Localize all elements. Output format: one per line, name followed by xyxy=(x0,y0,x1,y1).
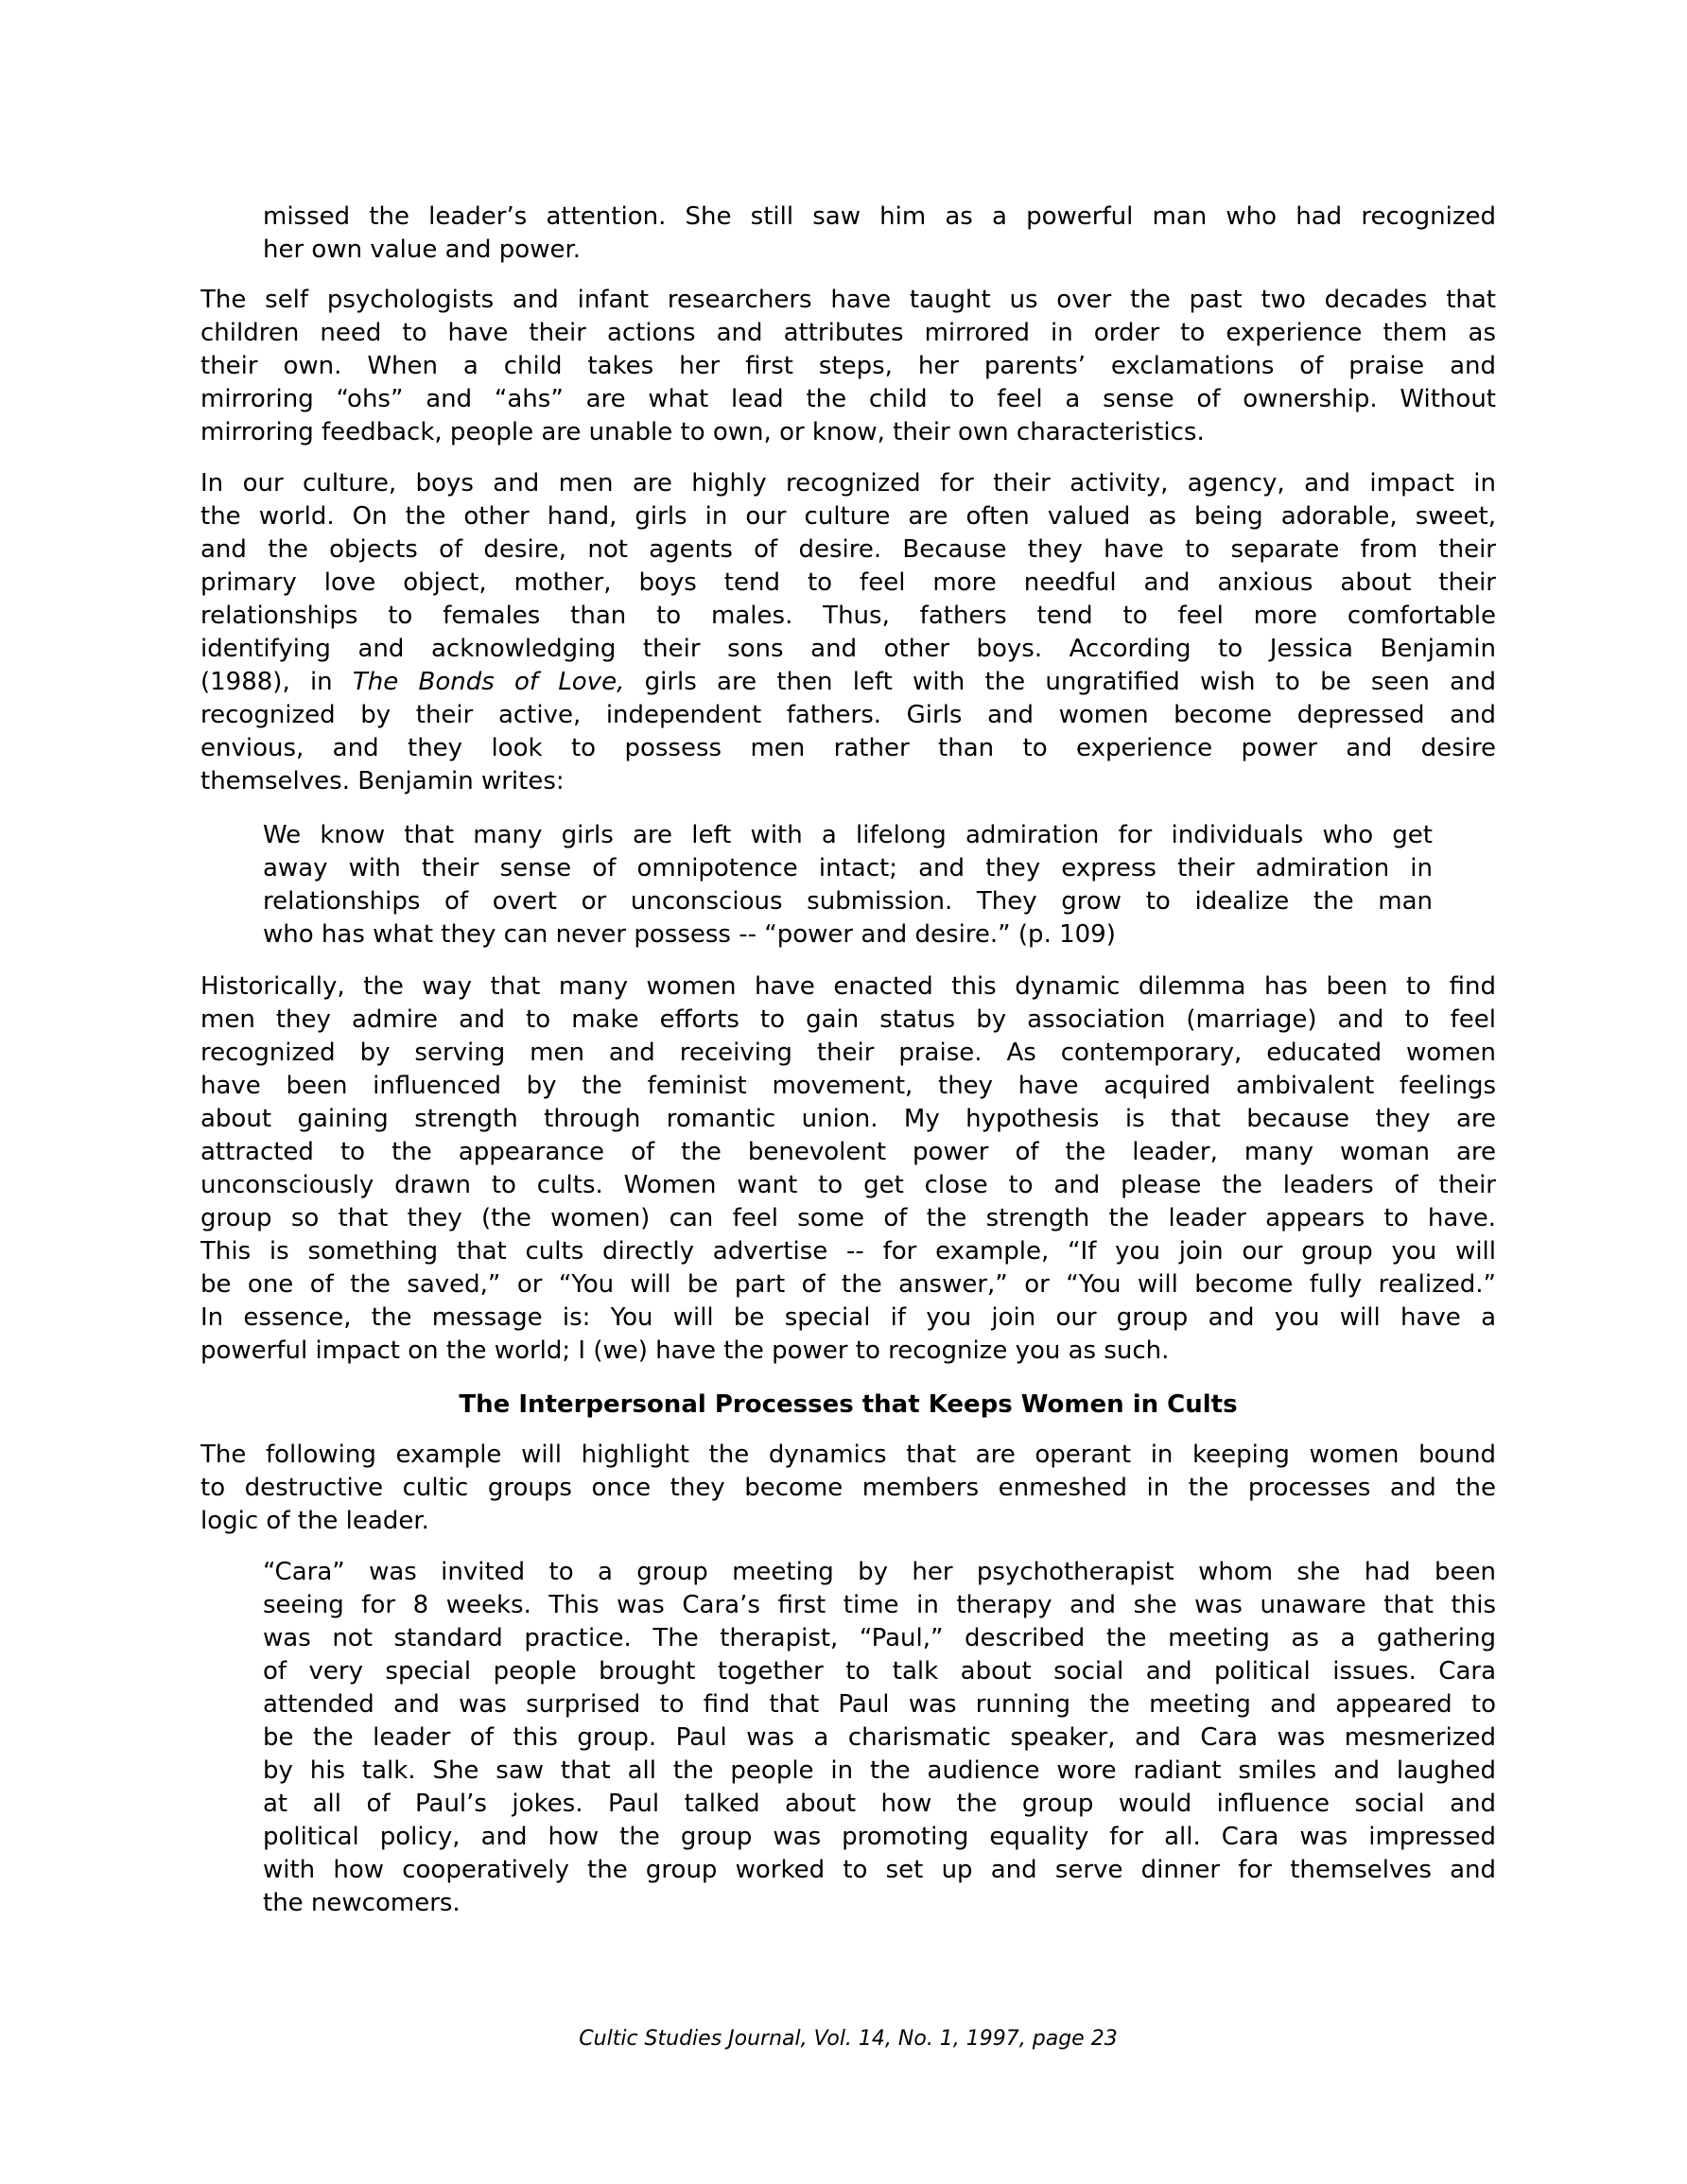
text-line: be one of the saved,” or “You will be part of the answer,” or “You will become fully realized.” xyxy=(200,1270,1496,1299)
text-line: children need to have their actions and attributes mirrored in order to experience them as xyxy=(200,319,1496,347)
text-line: their own. When a child takes her first steps, her parents’ exclamations of praise and xyxy=(200,352,1496,380)
text-line: seeing for 8 weeks. This was Cara’s first time in therapy and she was unaware that this xyxy=(263,1591,1496,1619)
text-line: missed the leader’s attention. She still saw him as a powerful man who had recognized xyxy=(263,202,1496,231)
text-line: with how cooperatively the group worked to set up and serve dinner for themselves and xyxy=(263,1856,1496,1884)
text-line: recognized by serving men and receiving their praise. As contemporary, educated women xyxy=(200,1039,1496,1067)
text-line: by his talk. She saw that all the people in the audience wore radiant smiles and laughed xyxy=(263,1756,1496,1785)
text-line: to destructive cultic groups once they become members enmeshed in the processes and the xyxy=(200,1474,1496,1502)
text-line: away with their sense of omnipotence intact; and they express their admiration in xyxy=(263,854,1433,882)
text-line: and the objects of desire, not agents of desire. Because they have to separate from their xyxy=(200,535,1496,564)
text-line xyxy=(200,666,1496,699)
text-line: have been influenced by the feminist movement, they have acquired ambivalent feelings xyxy=(200,1072,1496,1100)
text-line: the newcomers. xyxy=(263,1889,461,1917)
text-line: recognized by their active, independent fathers. Girls and women become depressed and xyxy=(200,701,1496,729)
text-line: the world. On the other hand, girls in our culture are often valued as being adorable, sweet, xyxy=(200,502,1496,531)
text-line: was not standard practice. The therapist, “Paul,” described the meeting as a gathering xyxy=(263,1624,1496,1652)
quote-continuation xyxy=(263,201,1496,267)
text-line: mirroring “ohs” and “ahs” are what lead the child to feel a sense of ownership. Without xyxy=(200,385,1496,413)
text-line: of very special people brought together to talk about social and political issues. Cara xyxy=(263,1657,1496,1686)
text-line: men they admire and to make efforts to gain status by association (marriage) and to feel xyxy=(200,1005,1496,1034)
text-segment: girls are then left with the ungratified wish to be seen and xyxy=(624,668,1496,696)
text-line: relationships to females than to males. Thus, fathers tend to feel more comfortable xyxy=(200,602,1496,630)
text-line: The self psychologists and infant researchers have taught us over the past two decades that xyxy=(200,286,1496,314)
block-quote-benjamin xyxy=(263,819,1433,952)
text-line: The Interpersonal Processes that Keeps Women in Cults xyxy=(459,1390,1238,1419)
text-line: political policy, and how the group was promoting equality for all. Cara was impressed xyxy=(263,1823,1496,1851)
text-line: The following example will highlight the dynamics that are operant in keeping women bound xyxy=(200,1441,1496,1469)
text-line: about gaining strength through romantic union. My hypothesis is that because they are xyxy=(200,1105,1496,1133)
text-line: identifying and acknowledging their sons and other boys. According to Jessica Benjamin xyxy=(200,635,1496,663)
text-line: We know that many girls are left with a lifelong admiration for individuals who get xyxy=(263,821,1433,849)
paragraph-historically xyxy=(200,970,1496,1368)
text-line: themselves. Benjamin writes: xyxy=(200,767,565,795)
text-line: unconsciously drawn to cults. Women want to get close to and please the leaders of their xyxy=(200,1171,1496,1199)
text-line: at all of Paul’s jokes. Paul talked about how the group would influence social and xyxy=(263,1790,1496,1818)
text-line: her own value and power. xyxy=(263,236,582,264)
text-line: group so that they (the women) can feel some of the strength the leader appears to have. xyxy=(200,1204,1496,1232)
paragraph-following-example xyxy=(200,1439,1496,1538)
paragraph-mirroring xyxy=(200,284,1496,449)
text-line: Historically, the way that many women have enacted this dynamic dilemma has been to find xyxy=(200,972,1496,1001)
text-line: attended and was surprised to find that Paul was running the meeting and appeared to xyxy=(263,1690,1496,1719)
section-heading xyxy=(200,1389,1496,1422)
text-line: be the leader of this group. Paul was a charismatic speaker, and Cara was mesmerized xyxy=(263,1723,1496,1752)
text-line: powerful impact on the world; I (we) have the power to recognize you as such. xyxy=(200,1337,1170,1365)
case-example-cara xyxy=(263,1556,1496,1920)
page-footer: Cultic Studies Journal, Vol. 14, No. 1, 1997, page 23 xyxy=(579,2027,1118,2051)
text-line: primary love object, mother, boys tend to feel more needful and anxious about their xyxy=(200,568,1496,597)
paragraph-culture xyxy=(200,467,1496,798)
text-line: This is something that cults directly advertise -- for example, “If you join our group you will xyxy=(200,1237,1496,1266)
text-line: In our culture, boys and men are highly recognized for their activity, agency, and impact in xyxy=(200,469,1496,498)
text-segment: (1988), in xyxy=(200,668,353,696)
text-line: “Cara” was invited to a group meeting by her psychotherapist whom she had been xyxy=(263,1558,1496,1586)
text-line: who has what they can never possess -- “power and desire.” (p. 109) xyxy=(263,920,1116,949)
text-line: logic of the leader. xyxy=(200,1507,429,1535)
text-line: envious, and they look to possess men rather than to experience power and desire xyxy=(200,734,1496,762)
text-line: In essence, the message is: You will be special if you join our group and you will have a xyxy=(200,1303,1496,1332)
text-line: attracted to the appearance of the benevolent power of the leader, many woman are xyxy=(200,1138,1496,1166)
text-line: relationships of overt or unconscious submission. They grow to idealize the man xyxy=(263,887,1433,916)
book-title-italic: The Bonds of Love, xyxy=(352,668,625,696)
text-line: mirroring feedback, people are unable to own, or know, their own characteristics. xyxy=(200,418,1205,446)
